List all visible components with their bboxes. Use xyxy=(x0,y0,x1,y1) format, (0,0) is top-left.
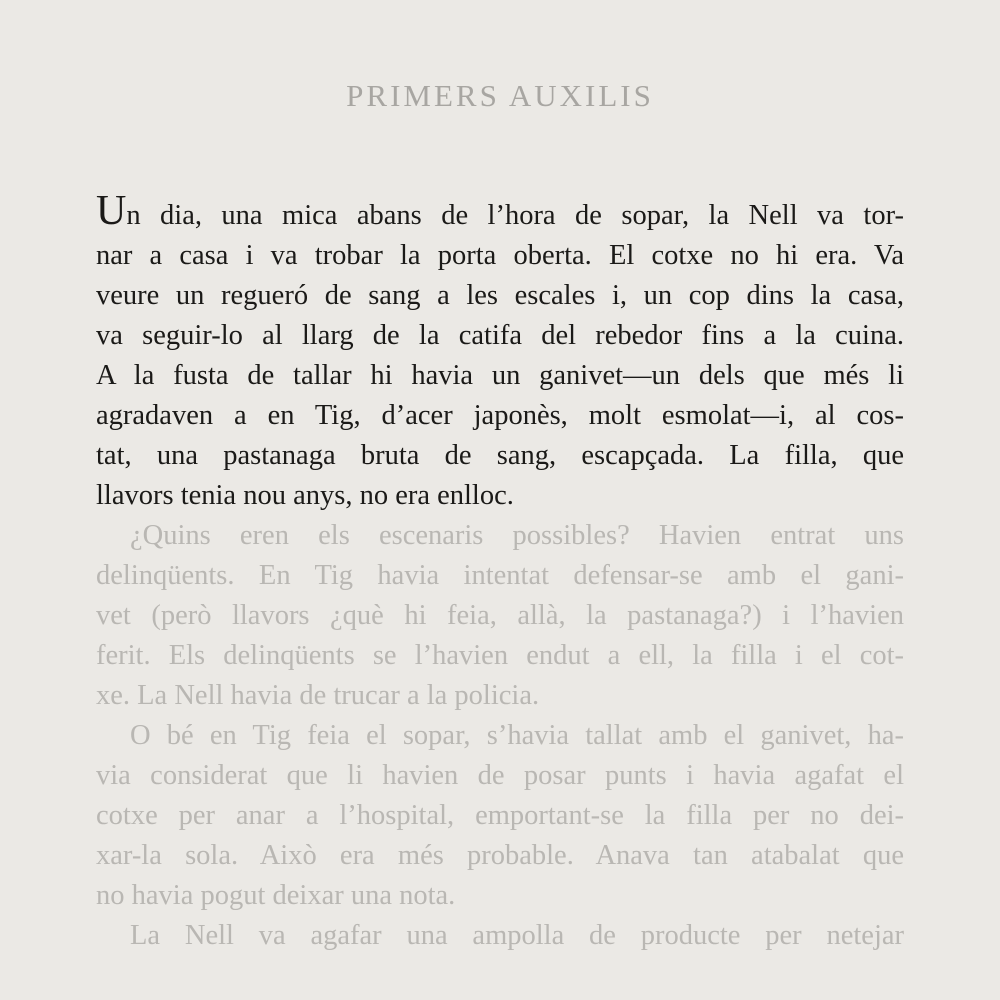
text-line: Un dia, una mica abans de l’hora de sopar, la Nell va tor- xyxy=(96,188,904,234)
running-head: PRIMERS AUXILIS xyxy=(346,78,654,113)
text-line: ¿Quins eren els escenaris possibles? Havien entrat uns xyxy=(130,520,904,551)
text-line: O bé en Tig feia el sopar, s’havia tallat amb el ganivet, ha- xyxy=(130,720,904,751)
text-line: via considerat que li havien de posar punts i havia agafat el xyxy=(96,760,904,791)
text-line: vet (però llavors ¿què hi feia, allà, la pastanaga?) i l’havien xyxy=(96,600,904,631)
text-line: veure un regueró de sang a les escales i, un cop dins la casa, xyxy=(96,280,904,311)
text-line: xe. La Nell havia de trucar a la policia. xyxy=(96,680,540,711)
text-line: ferit. Els delinqüents se l’havien endut a ell, la filla i el cot- xyxy=(96,640,904,671)
text-line: va seguir-lo al llarg de la catifa del rebedor fins a la cuina. xyxy=(96,320,904,351)
text-line: A la fusta de tallar hi havia un ganivet—un dels que més li xyxy=(96,360,904,391)
text-line: xar-la sola. Això era més probable. Anava tan atabalat que xyxy=(96,840,904,871)
text-line: no havia pogut deixar una nota. xyxy=(96,880,456,911)
text-line: cotxe per anar a l’hospital, emportant-se la filla per no dei- xyxy=(96,800,904,831)
text-line: agradaven a en Tig, d’acer japonès, molt esmolat—i, al cos- xyxy=(96,400,904,431)
text-line: La Nell va agafar una ampolla de producte per netejar xyxy=(130,920,904,951)
text-line: nar a casa i va trobar la porta oberta. El cotxe no hi era. Va xyxy=(96,240,904,271)
drop-cap: U xyxy=(96,188,127,234)
text-line: tat, una pastanaga bruta de sang, escapçada. La filla, que xyxy=(96,440,904,471)
text-line: llavors tenia nou anys, no era enlloc. xyxy=(96,480,514,511)
text-line: delinqüents. En Tig havia intentat defensar-se amb el gani- xyxy=(96,560,904,591)
